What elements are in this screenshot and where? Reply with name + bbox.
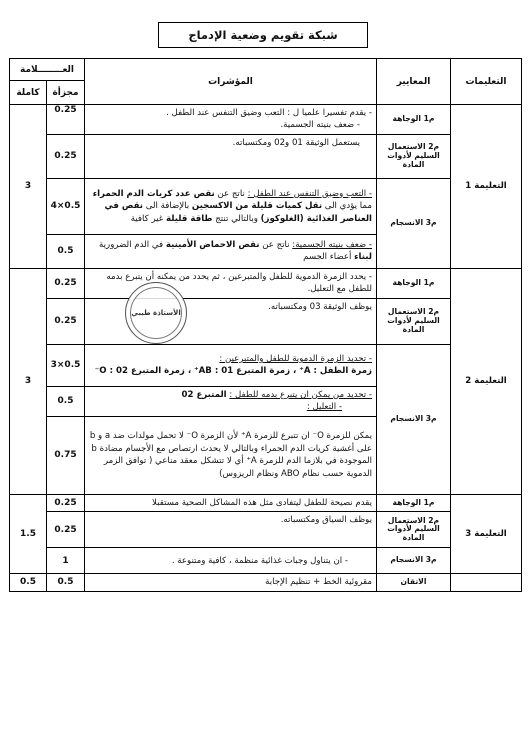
instr2-label: التعليمة 2 xyxy=(451,268,522,494)
instr2-partial-3: 3×0.5 xyxy=(47,344,85,386)
instr1-indicator-relevance: - يقدم تفسيرا علميا ل : التعب وضيق التنفس عند الطفل . - ضعف بنيته الجسمية. xyxy=(85,105,377,135)
full-grade-header: كاملة xyxy=(10,81,47,105)
instr1-criterion-tools: م2 الاستعمال السليم لأدوات المادة xyxy=(377,134,451,178)
instr2-criterion-tools: م2 الاستعمال السليم لأدوات المادة xyxy=(377,298,451,344)
instr3-partial-3: 1 xyxy=(47,548,85,574)
instr1-partial-1: 0.25 xyxy=(47,105,85,135)
mastery-instruction-empty xyxy=(451,574,522,591)
instr1-criterion-relevance: م1 الوجاهة xyxy=(377,105,451,135)
instr1-indicator-tools: يستعمل الوثيقة 01 و02 ومكتسباته. xyxy=(85,134,377,178)
instr2-indicator-coherence-c: يمكن للزمرة O⁻ ان تتبرع للزمرة A⁺ لأن الزمرة O⁻ لا تحمل مولدات ضد a و b على أغشية كريات الدم الحمراء وبالتالي لا يحدث ارتصاص مع الأجسام مضادة b الموجودة في بلازما الدم للزمرة A⁺ أي لا تتشكل معقد مناعي ( توافق الزمر الدموية حسب نظام ABO ونظام الريزوس) xyxy=(85,416,377,494)
instr1-label: التعليمة 1 xyxy=(451,105,522,269)
grade-header: العــــــــلامة xyxy=(10,59,85,81)
instr3-label: التعليمة 3 xyxy=(451,494,522,573)
instr1-full-grade: 3 xyxy=(10,105,47,269)
instr3-criterion-tools: م2 الاستعمال السليم لأدوات المادة xyxy=(377,512,451,548)
instr2-indicator-tools: يوظف الوثيقة 03 ومكتسباته. xyxy=(85,298,377,344)
instr3-partial-1: 0.25 xyxy=(47,494,85,511)
instr2-partial-2: 0.25 xyxy=(47,298,85,344)
mastery-partial-grade: 0.5 xyxy=(47,574,85,591)
instr2-partial-1: 0.25 xyxy=(47,268,85,298)
instr2-indicator-relevance: - يحدد الزمرة الدموية للطفل والمتبرعين ، ثم يحدد من يمكنه أن يتبرع بدمه للطفل مع التعليل. xyxy=(85,268,377,298)
instr3-criterion-coherence: م3 الانسجام xyxy=(377,548,451,574)
instr2-criterion-relevance: م1 الوجاهة xyxy=(377,268,451,298)
instr3-indicator-tools: يوظف السياق ومكتسباته. xyxy=(85,512,377,548)
teacher-stamp xyxy=(125,282,187,344)
mastery-criterion: الاتقان xyxy=(377,574,451,591)
instr2-partial-4: 0.5 xyxy=(47,386,85,416)
instr1-partial-3: 4×0.5 xyxy=(47,178,85,234)
page-title: شبكة تقويم وضعية الإدماج xyxy=(158,22,368,48)
instr3-full-grade: 1.5 xyxy=(10,494,47,573)
instr2-criterion-coherence: م3 الانسجام xyxy=(377,344,451,494)
instr1-criterion-coherence: م3 الانسجام xyxy=(377,178,451,268)
instr1-indicator-coherence-a: - التعب وضيق التنفس عند الطفل : ناتج عن نقص عدد كريات الدم الحمراء مما يؤدي الى نقل كميات قليلة من الاكسجين بالإضافة الى نقص في العناصر الغذائية (الغلوكوز) وبالتالي تنتج طاقة قليلة غير كافية xyxy=(85,178,377,234)
instr1-indicator-coherence-b: - ضعف بنيته الجسمية: ناتج عن نقص الاحماض الأمينية في الدم الضرورية لبناء أعضاء الجسم xyxy=(85,234,377,268)
evaluation-grid xyxy=(9,58,522,592)
instr1-partial-4: 0.5 xyxy=(47,234,85,268)
instr2-indicator-coherence-b: - تحديد من يمكن ان يتبرع بدمه للطفل : المتبرع 02 - التعليل : xyxy=(85,386,377,416)
instr3-indicator-relevance: يقدم نصيحة للطفل ليتفادى مثل هذه المشاكل الصحية مستقبلا xyxy=(85,494,377,511)
mastery-full-grade: 0.5 xyxy=(10,574,47,591)
instr2-indicator-coherence-a: - تحديد الزمرة الدموية للطفل والمتبرعين : زمرة الطفل : A⁺ ، زمرة المتبرع 01 : AB⁺ ، زمرة المتبرع 02 : O⁻ xyxy=(85,344,377,386)
criteria-header: المعايير xyxy=(377,59,451,105)
instructions-header: التعليمات xyxy=(451,59,522,105)
indicators-header: المؤشرات xyxy=(85,59,377,105)
instr2-full-grade: 3 xyxy=(10,268,47,494)
stamp-label: الأستاذة طيبي xyxy=(131,309,181,317)
instr3-partial-2: 0.25 xyxy=(47,512,85,548)
instr3-criterion-relevance: م1 الوجاهة xyxy=(377,494,451,511)
instr3-indicator-coherence: - ان يتناول وجبات غذائية منظمة ، كافية ومتنوعة . xyxy=(85,548,377,574)
instr1-partial-2: 0.25 xyxy=(47,134,85,178)
partial-grade-header: مجزأة xyxy=(47,81,85,105)
mastery-indicator: مقروئية الخط + تنظيم الإجابة xyxy=(85,574,377,591)
instr2-partial-5: 0.75 xyxy=(47,416,85,494)
